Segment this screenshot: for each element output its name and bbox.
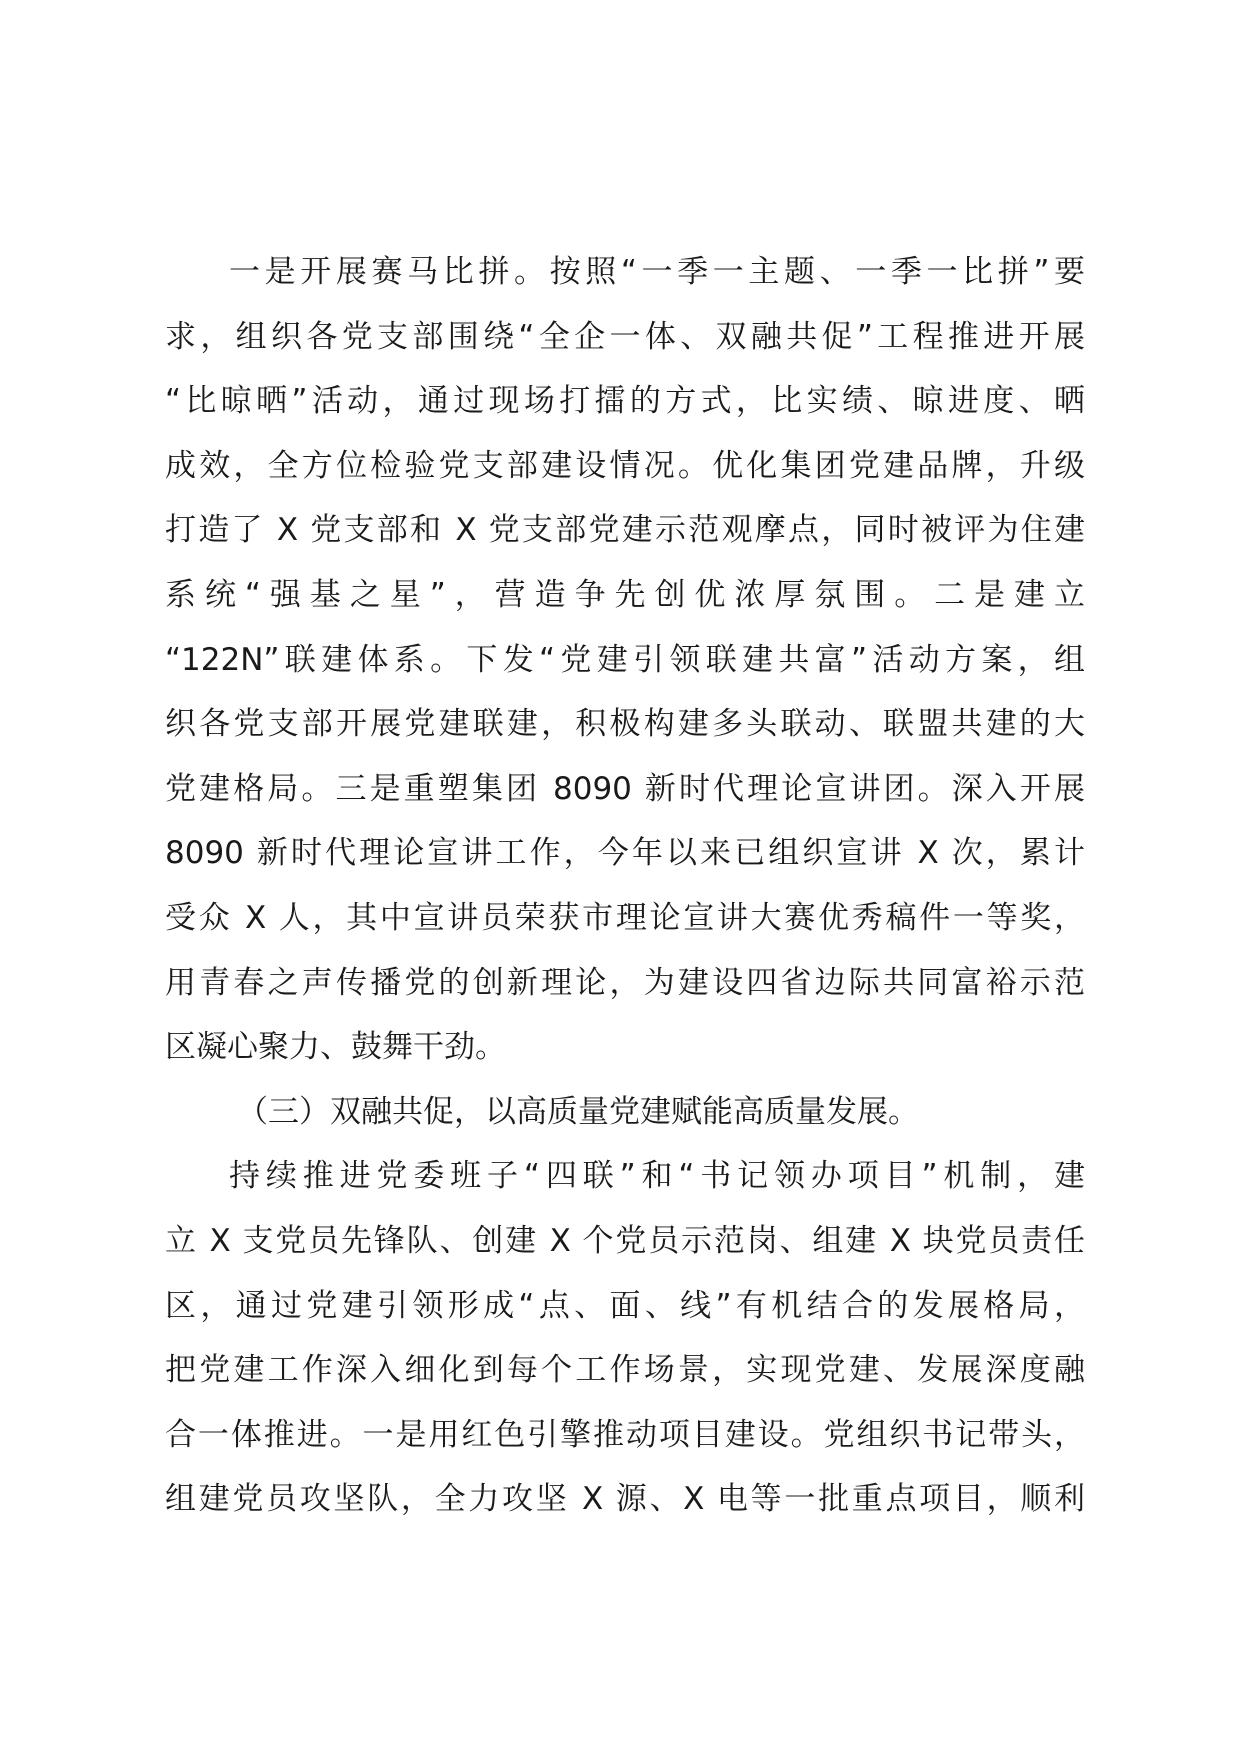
paragraph-line: “122N”联建体系。下发“党建引领联建共富”活动方案，组 (165, 641, 1085, 678)
paragraph-line: 立 X 支党员先锋队、创建 X 个党员示范岗、组建 X 块党员责任 (165, 1222, 1085, 1259)
paragraph-line: 用青春之声传播党的创新理论，为建设四省边际共同富裕示范 (165, 964, 1085, 1001)
section-heading: （三）双融共促，以高质量党建赋能高质量发展。 (237, 1093, 919, 1130)
paragraph-line: 把党建工作深入细化到每个工作场景，实现党建、发展深度融 (165, 1352, 1085, 1389)
paragraph-line: 区凝心聚力、鼓舞干劲。 (165, 1029, 506, 1066)
paragraph-line: 组建党员攻坚队，全力攻坚 X 源、X 电等一批重点项目，顺利 (165, 1481, 1085, 1518)
paragraph-line: “比晾晒”活动，通过现场打擂的方式，比实绩、晾进度、晒 (165, 383, 1085, 420)
paragraph-line: 打造了 X 党支部和 X 党支部党建示范观摩点，同时被评为住建 (165, 512, 1085, 549)
document-body (165, 240, 1085, 1532)
paragraph-line: 织各党支部开展党建联建，积极构建多头联动、联盟共建的大 (165, 706, 1085, 743)
paragraph-line: 区，通过党建引领形成“点、面、线”有机结合的发展格局， (165, 1287, 1085, 1324)
paragraph-line: 成效，全方位检验党支部建设情况。优化集团党建品牌，升级 (165, 447, 1085, 484)
paragraph-line: 8090 新时代理论宣讲工作，今年以来已组织宣讲 X 次，累计 (165, 835, 1085, 872)
paragraph-line: 受众 X 人，其中宣讲员荣获市理论宣讲大赛优秀稿件一等奖， (165, 899, 1085, 936)
paragraph-line: 求，组织各党支部围绕“全企一体、双融共促”工程推进开展 (165, 318, 1085, 355)
paragraph-line: 持续推进党委班子“四联”和“书记领办项目”机制，建 (229, 1158, 1085, 1195)
paragraph-line: 一是开展赛马比拼。按照“一季一主题、一季一比拼”要 (229, 254, 1085, 290)
paragraph-line: 党建格局。三是重塑集团 8090 新时代理论宣讲团。深入开展 (165, 770, 1085, 807)
paragraph-line: 合一体推进。一是用红色引擎推动项目建设。党组织书记带头， (165, 1416, 1085, 1453)
paragraph-line: 系统“强基之星”，营造争先创优浓厚氛围。二是建立 (165, 576, 1085, 613)
